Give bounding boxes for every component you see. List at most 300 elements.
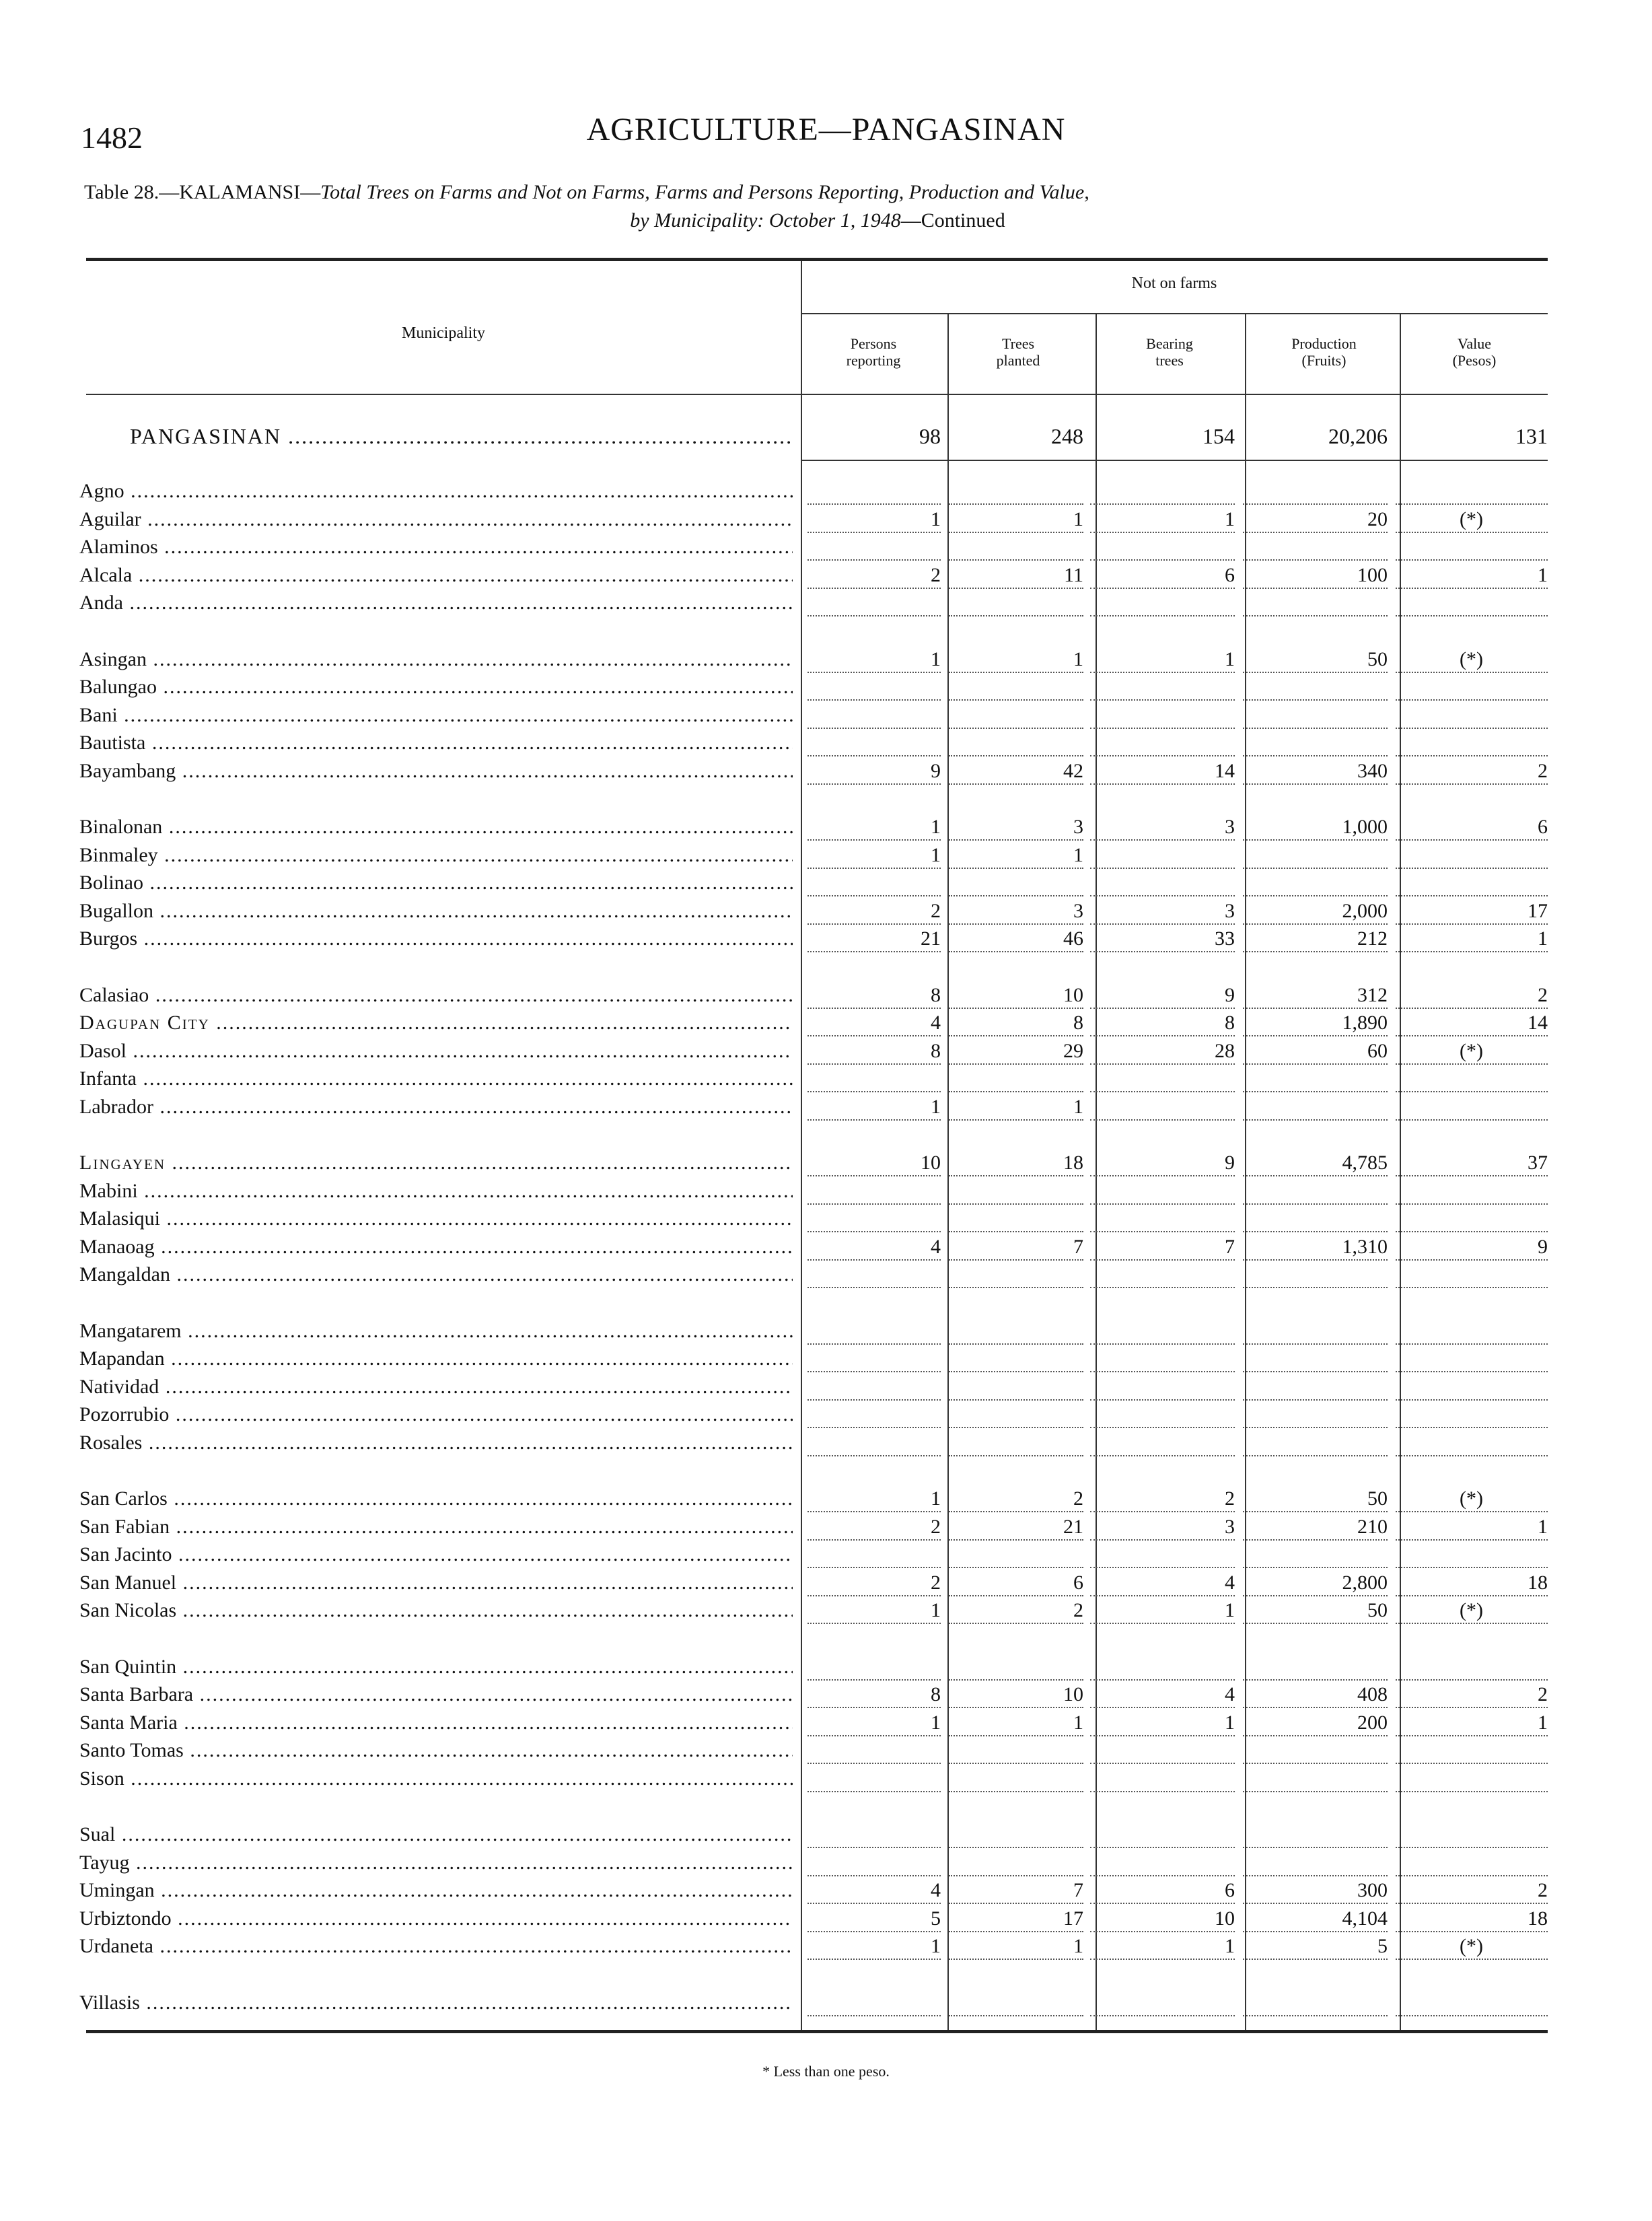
cell-planted: 7 xyxy=(949,1877,1083,1904)
table-row xyxy=(0,1541,1652,1568)
cell-production xyxy=(1243,674,1388,701)
cell-bearing: 7 xyxy=(1090,1234,1235,1261)
cell-bearing: 1 xyxy=(1090,1709,1235,1736)
total-bearing-trees: 154 xyxy=(1202,424,1235,448)
cell-bearing: 4 xyxy=(1090,1681,1235,1708)
cell-planted xyxy=(949,1541,1083,1568)
cell-bearing xyxy=(1090,1654,1235,1681)
municipality-name: Sison ..... xyxy=(79,1765,793,1792)
municipality-name: San Quintin ..... xyxy=(79,1654,793,1681)
cell-persons: 4 xyxy=(807,1877,941,1904)
table-row xyxy=(0,814,1652,841)
cell-value xyxy=(1396,674,1548,701)
header-municipality: Municipality xyxy=(402,324,485,342)
municipality-name: Calasiao ..... xyxy=(79,982,793,1009)
cell-persons: 8 xyxy=(807,1038,941,1065)
cell-bearing: 10 xyxy=(1090,1905,1235,1932)
cell-persons xyxy=(807,1989,941,2016)
cell-bearing xyxy=(1090,1849,1235,1876)
column-header-bearing-trees: Bearing trees xyxy=(1146,335,1193,369)
cell-planted xyxy=(949,1318,1083,1345)
cell-planted xyxy=(949,478,1083,505)
cell-planted xyxy=(949,1430,1083,1456)
cell-planted: 2 xyxy=(949,1597,1083,1624)
cell-production: 100 xyxy=(1243,562,1388,589)
cell-bearing xyxy=(1090,702,1235,729)
municipality-name: Burgos ..... xyxy=(79,925,793,952)
table-row xyxy=(0,1205,1652,1232)
cell-persons: 1 xyxy=(807,1709,941,1736)
municipality-name: Malasiqui ..... xyxy=(79,1205,793,1232)
cell-bearing xyxy=(1090,1541,1235,1568)
total-value: 131 xyxy=(1515,424,1548,448)
cell-production: 312 xyxy=(1243,982,1388,1009)
table-row xyxy=(0,1010,1652,1036)
cell-value xyxy=(1396,1065,1548,1092)
cell-persons xyxy=(807,534,941,561)
cell-planted xyxy=(949,1989,1083,2016)
table-row xyxy=(0,898,1652,925)
cell-bearing: 1 xyxy=(1090,646,1235,673)
municipality-name: Mangatarem ..... xyxy=(79,1318,793,1345)
cell-planted: 1 xyxy=(949,1709,1083,1736)
cell-planted: 1 xyxy=(949,1094,1083,1121)
total-production: 20,206 xyxy=(1328,424,1388,448)
municipality-name: Santo Tomas ..... xyxy=(79,1737,793,1764)
cell-value xyxy=(1396,534,1548,561)
cell-production xyxy=(1243,702,1388,729)
cell-planted: 6 xyxy=(949,1570,1083,1596)
cell-production: 212 xyxy=(1243,925,1388,952)
cell-value xyxy=(1396,1541,1548,1568)
table-row xyxy=(0,534,1652,561)
cell-bearing xyxy=(1090,674,1235,701)
cell-production xyxy=(1243,590,1388,616)
cell-production: 1,000 xyxy=(1243,814,1388,841)
caption-label: Table 28.—KALAMANSI— xyxy=(84,181,321,203)
cell-persons: 8 xyxy=(807,1681,941,1708)
cell-persons: 1 xyxy=(807,814,941,841)
cell-production xyxy=(1243,1318,1388,1345)
municipality-name: Pozorrubio ..... xyxy=(79,1401,793,1428)
cell-production xyxy=(1243,1765,1388,1792)
cell-planted: 3 xyxy=(949,898,1083,925)
total-persons: 98 xyxy=(919,424,941,448)
municipality-name: Aguilar ..... xyxy=(79,506,793,533)
cell-production: 210 xyxy=(1243,1514,1388,1541)
cell-bearing xyxy=(1090,1094,1235,1121)
cell-production xyxy=(1243,1654,1388,1681)
cell-value: 2 xyxy=(1396,1877,1548,1904)
top-rule xyxy=(86,258,1548,261)
cell-bearing xyxy=(1090,1737,1235,1764)
cell-value: 17 xyxy=(1396,898,1548,925)
cell-persons: 10 xyxy=(807,1150,941,1176)
cell-bearing: 28 xyxy=(1090,1038,1235,1065)
cell-production xyxy=(1243,1737,1388,1764)
caption-continued: —Continued xyxy=(900,209,1005,232)
cell-production xyxy=(1243,1401,1388,1428)
municipality-name: Bani ..... xyxy=(79,702,793,729)
table-row xyxy=(0,1514,1652,1541)
table-row xyxy=(0,1374,1652,1401)
table-row xyxy=(0,506,1652,533)
table-row xyxy=(0,674,1652,701)
cell-production: 408 xyxy=(1243,1681,1388,1708)
cell-value: 2 xyxy=(1396,758,1548,785)
municipality-name: Balungao ..... xyxy=(79,674,793,701)
cell-value xyxy=(1396,1178,1548,1205)
table-row xyxy=(0,702,1652,729)
cell-persons xyxy=(807,590,941,616)
cell-bearing: 3 xyxy=(1090,814,1235,841)
cell-planted: 21 xyxy=(949,1514,1083,1541)
cell-planted: 8 xyxy=(949,1010,1083,1036)
cell-planted xyxy=(949,1765,1083,1792)
cell-persons xyxy=(807,1065,941,1092)
table-row xyxy=(0,1094,1652,1121)
cell-bearing: 9 xyxy=(1090,1150,1235,1176)
cell-persons: 9 xyxy=(807,758,941,785)
municipality-name: Alcala ..... xyxy=(79,562,793,589)
cell-production: 1,310 xyxy=(1243,1234,1388,1261)
cell-bearing: 33 xyxy=(1090,925,1235,952)
cell-persons xyxy=(807,1318,941,1345)
cell-persons xyxy=(807,1401,941,1428)
table-row xyxy=(0,1849,1652,1876)
cell-bearing xyxy=(1090,1401,1235,1428)
cell-production: 2,800 xyxy=(1243,1570,1388,1596)
cell-persons xyxy=(807,1178,941,1205)
cell-planted: 18 xyxy=(949,1150,1083,1176)
cell-value xyxy=(1396,1345,1548,1372)
municipality-name: Agno ..... xyxy=(79,478,793,505)
cell-bearing xyxy=(1090,1065,1235,1092)
cell-bearing xyxy=(1090,1261,1235,1288)
table-row xyxy=(0,1345,1652,1372)
municipality-name: San Jacinto ..... xyxy=(79,1541,793,1568)
cell-value: 1 xyxy=(1396,1514,1548,1541)
cell-persons xyxy=(807,1765,941,1792)
cell-production xyxy=(1243,1178,1388,1205)
total-name: PANGASINAN ..... xyxy=(130,423,793,450)
cell-value xyxy=(1396,1261,1548,1288)
table-row xyxy=(0,925,1652,952)
cell-value: (*) xyxy=(1396,1933,1548,1960)
cell-value: 1 xyxy=(1396,925,1548,952)
cell-bearing: 14 xyxy=(1090,758,1235,785)
cell-persons: 1 xyxy=(807,842,941,869)
cell-planted xyxy=(949,870,1083,896)
cell-bearing xyxy=(1090,1989,1235,2016)
cell-value xyxy=(1396,1430,1548,1456)
column-header-persons: Persons reporting xyxy=(846,335,901,369)
municipality-name: Bolinao ..... xyxy=(79,870,793,896)
cell-bearing: 6 xyxy=(1090,562,1235,589)
table-row xyxy=(0,646,1652,673)
municipality-name: Lingayen ..... xyxy=(79,1150,793,1176)
caption-date: by Municipality: October 1, 1948 xyxy=(630,209,901,232)
cell-production xyxy=(1243,1261,1388,1288)
cell-value xyxy=(1396,702,1548,729)
cell-planted: 2 xyxy=(949,1485,1083,1512)
cell-value: 2 xyxy=(1396,1681,1548,1708)
municipality-name: San Manuel ..... xyxy=(79,1570,793,1596)
table-row xyxy=(0,1150,1652,1176)
cell-planted: 46 xyxy=(949,925,1083,952)
cell-production xyxy=(1243,1849,1388,1876)
cell-persons: 5 xyxy=(807,1905,941,1932)
cell-value xyxy=(1396,730,1548,756)
table-row xyxy=(0,1709,1652,1736)
cell-persons xyxy=(807,1849,941,1876)
cell-value: 2 xyxy=(1396,982,1548,1009)
cell-persons xyxy=(807,1205,941,1232)
cell-value: 1 xyxy=(1396,562,1548,589)
cell-planted xyxy=(949,702,1083,729)
cell-production xyxy=(1243,1374,1388,1401)
cell-persons xyxy=(807,478,941,505)
cell-planted: 1 xyxy=(949,506,1083,533)
cell-persons: 8 xyxy=(807,982,941,1009)
cell-planted xyxy=(949,590,1083,616)
cell-persons: 1 xyxy=(807,646,941,673)
cell-planted xyxy=(949,1401,1083,1428)
cell-value xyxy=(1396,1654,1548,1681)
cell-persons xyxy=(807,1261,941,1288)
cell-bearing xyxy=(1090,730,1235,756)
cell-production: 200 xyxy=(1243,1709,1388,1736)
cell-planted: 1 xyxy=(949,1933,1083,1960)
cell-bearing xyxy=(1090,870,1235,896)
municipality-name: Infanta ..... xyxy=(79,1065,793,1092)
cell-production xyxy=(1243,870,1388,896)
municipality-name: Sual ..... xyxy=(79,1821,793,1848)
cell-persons xyxy=(807,674,941,701)
cell-bearing xyxy=(1090,1178,1235,1205)
cell-value xyxy=(1396,1765,1548,1792)
cell-persons: 1 xyxy=(807,1933,941,1960)
cell-bearing: 6 xyxy=(1090,1877,1235,1904)
cell-production: 4,104 xyxy=(1243,1905,1388,1932)
municipality-name: Santa Barbara ..... xyxy=(79,1681,793,1708)
table-row xyxy=(0,1654,1652,1681)
table-row xyxy=(0,1877,1652,1904)
cell-persons xyxy=(807,1374,941,1401)
cell-bearing: 2 xyxy=(1090,1485,1235,1512)
cell-production: 300 xyxy=(1243,1877,1388,1904)
cell-planted xyxy=(949,730,1083,756)
cell-persons xyxy=(807,1541,941,1568)
cell-bearing: 1 xyxy=(1090,1597,1235,1624)
cell-value: 18 xyxy=(1396,1905,1548,1932)
cell-value xyxy=(1396,478,1548,505)
cell-planted: 11 xyxy=(949,562,1083,589)
cell-production: 60 xyxy=(1243,1038,1388,1065)
cell-planted: 1 xyxy=(949,646,1083,673)
cell-value xyxy=(1396,842,1548,869)
municipality-name: Mangaldan ..... xyxy=(79,1261,793,1288)
cell-persons: 2 xyxy=(807,1570,941,1596)
cell-bearing xyxy=(1090,1430,1235,1456)
municipality-name: Tayug ..... xyxy=(79,1849,793,1876)
cell-bearing: 1 xyxy=(1090,506,1235,533)
cell-bearing xyxy=(1090,1821,1235,1848)
table-row xyxy=(0,1597,1652,1624)
cell-production: 50 xyxy=(1243,1597,1388,1624)
header-underline-group xyxy=(801,313,1548,314)
cell-production: 4,785 xyxy=(1243,1150,1388,1176)
cell-production: 5 xyxy=(1243,1933,1388,1960)
table-row xyxy=(0,562,1652,589)
cell-bearing: 1 xyxy=(1090,1933,1235,1960)
cell-bearing xyxy=(1090,1345,1235,1372)
total-trees-planted: 248 xyxy=(1051,424,1083,448)
cell-bearing: 9 xyxy=(1090,982,1235,1009)
cell-persons xyxy=(807,1430,941,1456)
cell-production xyxy=(1243,534,1388,561)
cell-value: (*) xyxy=(1396,506,1548,533)
cell-production xyxy=(1243,1094,1388,1121)
cell-bearing: 3 xyxy=(1090,898,1235,925)
cell-value: 9 xyxy=(1396,1234,1548,1261)
municipality-name: Santa Maria ..... xyxy=(79,1709,793,1736)
cell-production: 50 xyxy=(1243,1485,1388,1512)
municipality-name: San Nicolas ..... xyxy=(79,1597,793,1624)
cell-planted xyxy=(949,674,1083,701)
municipality-name: Binalonan ..... xyxy=(79,814,793,841)
table-row xyxy=(0,1485,1652,1512)
table-row xyxy=(0,1570,1652,1596)
table-row xyxy=(0,1234,1652,1261)
cell-bearing: 3 xyxy=(1090,1514,1235,1541)
cell-value: 1 xyxy=(1396,1709,1548,1736)
cell-bearing xyxy=(1090,590,1235,616)
column-header-trees-planted: Trees planted xyxy=(996,335,1040,369)
cell-bearing xyxy=(1090,842,1235,869)
cell-planted: 1 xyxy=(949,842,1083,869)
cell-production xyxy=(1243,1345,1388,1372)
table-row xyxy=(0,730,1652,756)
cell-production: 50 xyxy=(1243,646,1388,673)
header-not-on-farms: Not on farms xyxy=(1131,275,1217,292)
table-row xyxy=(0,1430,1652,1456)
table-caption xyxy=(84,178,1551,235)
footnote: * Less than one peso. xyxy=(762,2063,890,2080)
municipality-name: San Carlos ..... xyxy=(79,1485,793,1512)
cell-value xyxy=(1396,1989,1548,2016)
municipality-name: Bautista ..... xyxy=(79,730,793,756)
cell-value xyxy=(1396,1401,1548,1428)
cell-planted: 7 xyxy=(949,1234,1083,1261)
cell-production xyxy=(1243,1821,1388,1848)
cell-persons: 1 xyxy=(807,1485,941,1512)
cell-production xyxy=(1243,1065,1388,1092)
cell-planted xyxy=(949,1178,1083,1205)
cell-value: 37 xyxy=(1396,1150,1548,1176)
municipality-name: Rosales ..... xyxy=(79,1430,793,1456)
municipality-name: Mapandan ..... xyxy=(79,1345,793,1372)
cell-bearing: 4 xyxy=(1090,1570,1235,1596)
cell-value: 14 xyxy=(1396,1010,1548,1036)
cell-value xyxy=(1396,590,1548,616)
column-header-value: Value (Pesos) xyxy=(1452,335,1497,369)
table-row xyxy=(0,982,1652,1009)
cell-planted xyxy=(949,1261,1083,1288)
cell-production: 340 xyxy=(1243,758,1388,785)
municipality-name: Dagupan City ..... xyxy=(79,1010,793,1036)
cell-production xyxy=(1243,1430,1388,1456)
municipality-name: Villasis ..... xyxy=(79,1989,793,2016)
total-row xyxy=(0,423,1652,450)
municipality-name: Asingan ..... xyxy=(79,646,793,673)
cell-value: 6 xyxy=(1396,814,1548,841)
cell-persons: 2 xyxy=(807,1514,941,1541)
table-row xyxy=(0,590,1652,616)
municipality-name: Anda ..... xyxy=(79,590,793,616)
cell-bearing xyxy=(1090,478,1235,505)
cell-production: 1,890 xyxy=(1243,1010,1388,1036)
municipality-name: Urdaneta ..... xyxy=(79,1933,793,1960)
cell-bearing xyxy=(1090,1374,1235,1401)
cell-planted: 3 xyxy=(949,814,1083,841)
cell-planted xyxy=(949,534,1083,561)
table-row xyxy=(0,1178,1652,1205)
municipality-name: Bayambang ..... xyxy=(79,758,793,785)
cell-value: (*) xyxy=(1396,646,1548,673)
cell-persons xyxy=(807,870,941,896)
cell-value xyxy=(1396,1849,1548,1876)
cell-persons xyxy=(807,702,941,729)
cell-planted: 10 xyxy=(949,982,1083,1009)
cell-persons xyxy=(807,730,941,756)
cell-persons: 1 xyxy=(807,1597,941,1624)
cell-value xyxy=(1396,1205,1548,1232)
cell-persons xyxy=(807,1821,941,1848)
cell-persons: 2 xyxy=(807,898,941,925)
cell-persons: 21 xyxy=(807,925,941,952)
municipality-name: Alaminos ..... xyxy=(79,534,793,561)
cell-planted xyxy=(949,1849,1083,1876)
cell-value: (*) xyxy=(1396,1597,1548,1624)
cell-planted: 42 xyxy=(949,758,1083,785)
cell-bearing xyxy=(1090,534,1235,561)
table-row xyxy=(0,1989,1652,2016)
cell-production xyxy=(1243,1205,1388,1232)
municipality-name: San Fabian ..... xyxy=(79,1514,793,1541)
cell-value: (*) xyxy=(1396,1485,1548,1512)
table-row xyxy=(0,1821,1652,1848)
municipality-name: Natividad ..... xyxy=(79,1374,793,1401)
cell-bearing xyxy=(1090,1318,1235,1345)
cell-value xyxy=(1396,1737,1548,1764)
cell-bearing xyxy=(1090,1765,1235,1792)
cell-bearing: 8 xyxy=(1090,1010,1235,1036)
table-row xyxy=(0,1933,1652,1960)
cell-planted xyxy=(949,1374,1083,1401)
cell-persons: 4 xyxy=(807,1010,941,1036)
municipality-name: Umingan ..... xyxy=(79,1877,793,1904)
cell-persons xyxy=(807,1345,941,1372)
table-row xyxy=(0,1401,1652,1428)
cell-planted: 10 xyxy=(949,1681,1083,1708)
cell-production xyxy=(1243,730,1388,756)
page-number: 1482 xyxy=(81,120,143,155)
table-row xyxy=(0,1737,1652,1764)
cell-production xyxy=(1243,478,1388,505)
municipality-name: Manaoag ..... xyxy=(79,1234,793,1261)
cell-persons: 2 xyxy=(807,562,941,589)
